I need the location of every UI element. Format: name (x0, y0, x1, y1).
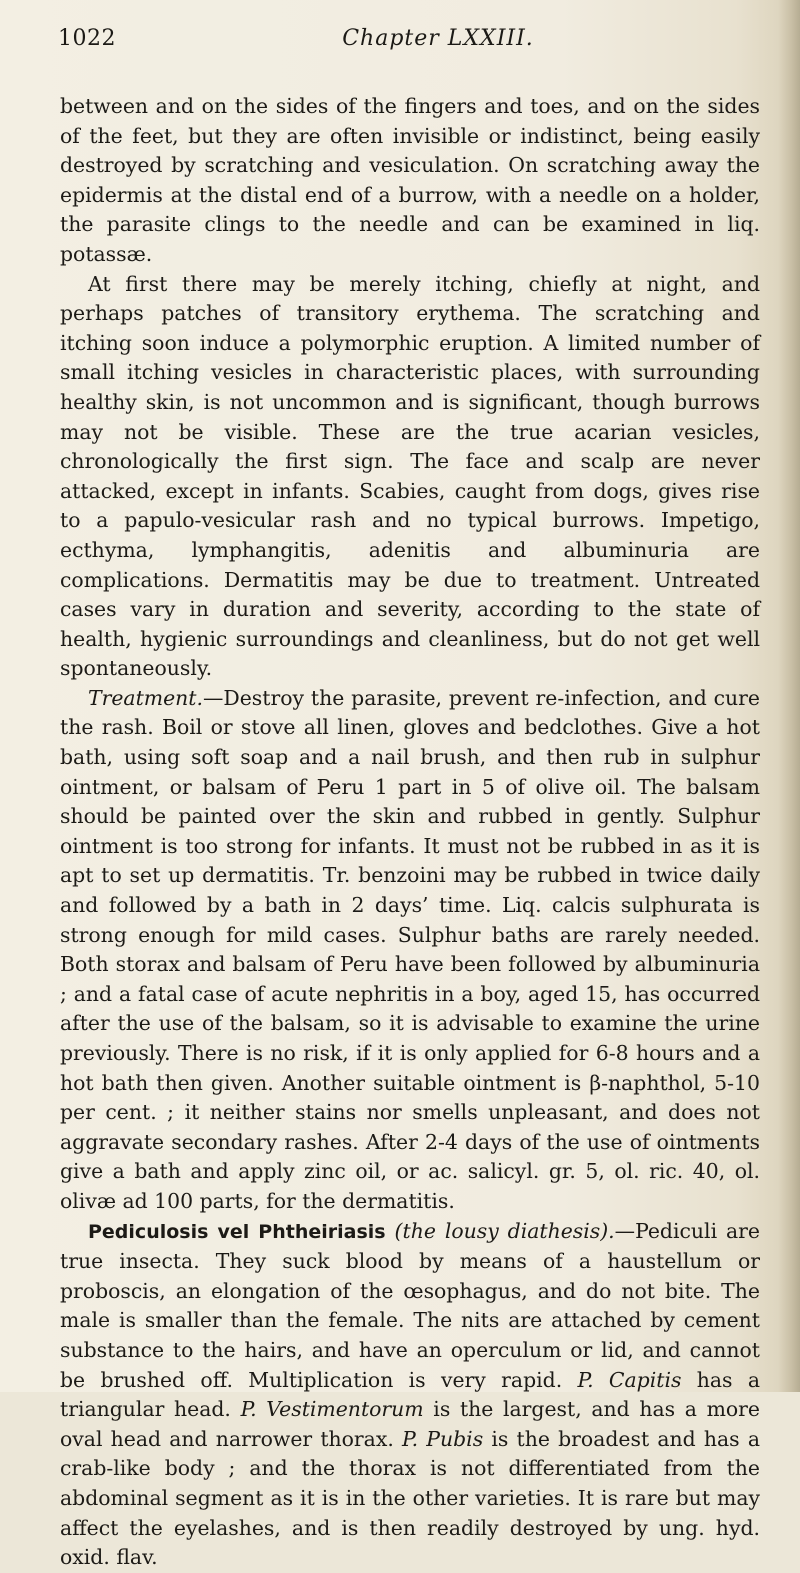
paragraph-text: between and on the sides of the fingers and toes, and on the sides of the feet, but they are often invisible or indistinct, being easily destroyed by scratching and vesiculation. On scratching away the epidermis at the distal end of a burrow, with a needle on a holder, the parasite clings to the needle and can be examined in liq. potassæ. (60, 94, 760, 266)
paragraph-pediculosis (60, 1217, 760, 1573)
body-text (60, 92, 760, 1573)
paragraph-text: —Destroy the parasite, prevent re-infection, and cure the rash. Boil or stove all linen, gloves and bedclothes. Give a hot bath, using soft soap and a nail brush, and then rub in sulphur ointment, or balsam of Peru 1 part in 5 of olive oil. The balsam should be painted over the skin and rubbed in gently. Sulphur ointment is too strong for infants. It must not be rubbed in as it is apt to set up dermatitis. Tr. benzoini may be rubbed in twice daily and followed by a bath in 2 days’ time. Liq. calcis sulphurata is strong enough for mild cases. Sulphur baths are rarely needed. Both storax and balsam of Peru have been followed by albuminuria ; and a fatal case of acute nephritis in a boy, aged 15, has occurred after the use of the balsam, so it is advisable to examine the urine previously. There is no risk, if it is only applied for 6-8 hours and a hot bath then given. Another suitable ointment is β-naphthol, 5-10 per cent. ; it neither stains nor smells unpleasant, and does not aggravate secondary rashes. After 2-4 days of the use of ointments give a bath and apply zinc oil, or ac. salicyl. gr. 5, ol. ric. 40, ol. olivæ ad 100 parts, for the dermatitis. (60, 685, 760, 1213)
paragraph-text: At first there may be merely itching, chiefly at night, and perhaps patches of transitory erythema. The scratching and itching soon induce a polymorphic eruption. A limited number of small itching vesicles in characteristic places, with surrounding healthy skin, is not uncommon and is significant, though burrows may not be visible. These are the true acarian vesicles, chronologically the first sign. The face and scalp are never attacked, except in infants. Scabies, caught from dogs, gives rise to a papulo-vesicular rash and no typical burrows. Impetigo, ecthyma, lymphangitis, adenitis and albuminuria are complications. Dermatitis may be due to treatment. Untreated cases vary in duration and severity, according to the state of health, hygienic surroundings and cleanliness, but do not get well spontaneously. (60, 271, 760, 681)
species-name: P. Capitis (577, 1367, 682, 1392)
paragraph-text: is the broadest and has a crab-like body ; and the thorax is not differentiated from the abdominal segment as it is in the other varieties. It is rare but may affect the eyelashes, and is then readily destroyed by ung. hyd. oxid. flav. (60, 1426, 760, 1570)
section-heading-alt: (the lousy diathesis). (394, 1218, 615, 1243)
page-edge-shadow (778, 0, 800, 1392)
page-number: 1022 (58, 26, 116, 51)
paragraph-text: has a triangular head. (60, 1367, 761, 1422)
species-name: P. Vestimentorum (240, 1397, 424, 1422)
paragraph-treatment (60, 684, 760, 1217)
run-in-heading: Treatment. (88, 685, 203, 710)
paragraph-text: —Pediculi are true insecta. They suck blood by means of a haustellum or proboscis, an elongation of the œsophagus, and do not bite. The male is smaller than the female. The nits are attached by cement substance to the hairs, and have an operculum or lid, and cannot be brushed off. Multiplication is very rapid. (60, 1218, 760, 1392)
paragraph-text: is the largest, and has a more oval head and narrower thorax. (60, 1397, 761, 1451)
paragraph-continuation (60, 92, 760, 270)
paragraph-symptoms (60, 270, 760, 684)
page-header (58, 24, 758, 60)
species-name: P. Pubis (402, 1426, 484, 1451)
section-heading: Pediculosis vel Phtheiriasis (88, 1220, 386, 1243)
running-title: Chapter LXXIII. (342, 26, 534, 51)
